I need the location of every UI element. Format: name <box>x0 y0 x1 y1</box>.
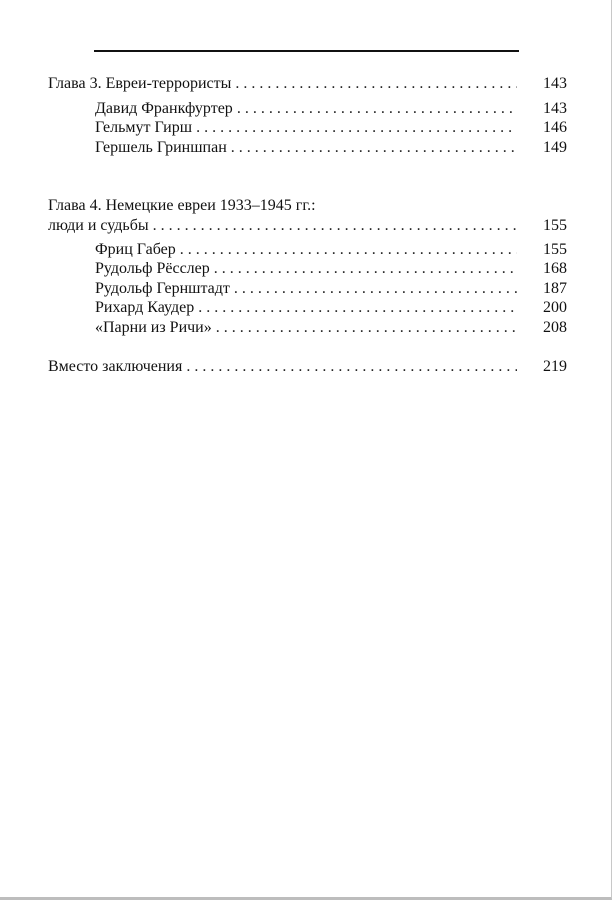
toc-entry-title: Фриц Габер <box>95 241 176 258</box>
header-rule <box>94 50 519 52</box>
toc-entry-conclusion[interactable] <box>48 357 567 377</box>
dot-leader <box>196 118 517 138</box>
toc-subentry[interactable] <box>95 298 567 318</box>
toc-entry-title: «Парни из Ричи» <box>95 319 212 336</box>
dot-leader <box>186 357 517 377</box>
toc-entry-title: Гершель Гриншпан <box>95 139 227 156</box>
toc-subentry[interactable] <box>95 279 567 299</box>
toc-entry-page: 146 <box>543 119 567 136</box>
toc-subentry[interactable] <box>95 240 567 260</box>
toc-entry-page: 155 <box>543 241 567 258</box>
dot-leader <box>216 318 517 338</box>
toc-entry-title: Рихард Каудер <box>95 299 195 316</box>
toc-entry-chapter4[interactable] <box>48 216 567 236</box>
toc-subentry[interactable] <box>95 259 567 279</box>
toc-entry-page: 168 <box>543 260 567 277</box>
toc-entry-page: 155 <box>543 217 567 234</box>
dot-leader <box>153 216 517 236</box>
toc-entry-title: Вместо заключения <box>48 358 183 375</box>
toc-entry-title: люди и судьбы <box>48 217 149 234</box>
toc-entry-title: Давид Франкфуртер <box>95 100 233 117</box>
dot-leader <box>198 298 517 318</box>
toc-entry-chapter3[interactable] <box>48 74 567 94</box>
dot-leader <box>231 138 517 158</box>
toc-entry-page: 219 <box>543 358 567 375</box>
toc-entry-page: 143 <box>543 100 567 117</box>
toc-entry-title: Рудольф Рёсслер <box>95 260 210 277</box>
toc-entry-title: Глава 3. Евреи-террористы <box>48 75 232 92</box>
toc-subentry[interactable] <box>95 118 567 138</box>
dot-leader <box>237 99 517 119</box>
toc-entry-title: Гельмут Гирш <box>95 119 193 136</box>
dot-leader <box>214 259 517 279</box>
toc-entry-page: 208 <box>543 319 567 336</box>
dot-leader <box>180 240 517 260</box>
toc-entry-page: 143 <box>543 75 567 92</box>
toc-entry-page: 149 <box>543 139 567 156</box>
dot-leader <box>234 279 517 299</box>
toc-subentry[interactable] <box>95 138 567 158</box>
toc-entry-page: 200 <box>543 299 567 316</box>
toc-subentry[interactable] <box>95 99 567 119</box>
toc-entry-page: 187 <box>543 280 567 297</box>
toc-subentry[interactable] <box>95 318 567 338</box>
toc-chapter4-title-line1[interactable]: Глава 4. Немецкие евреи 1933–1945 гг.: <box>48 197 316 214</box>
dot-leader <box>235 74 517 94</box>
toc-entry-title: Рудольф Гернштадт <box>95 280 230 297</box>
